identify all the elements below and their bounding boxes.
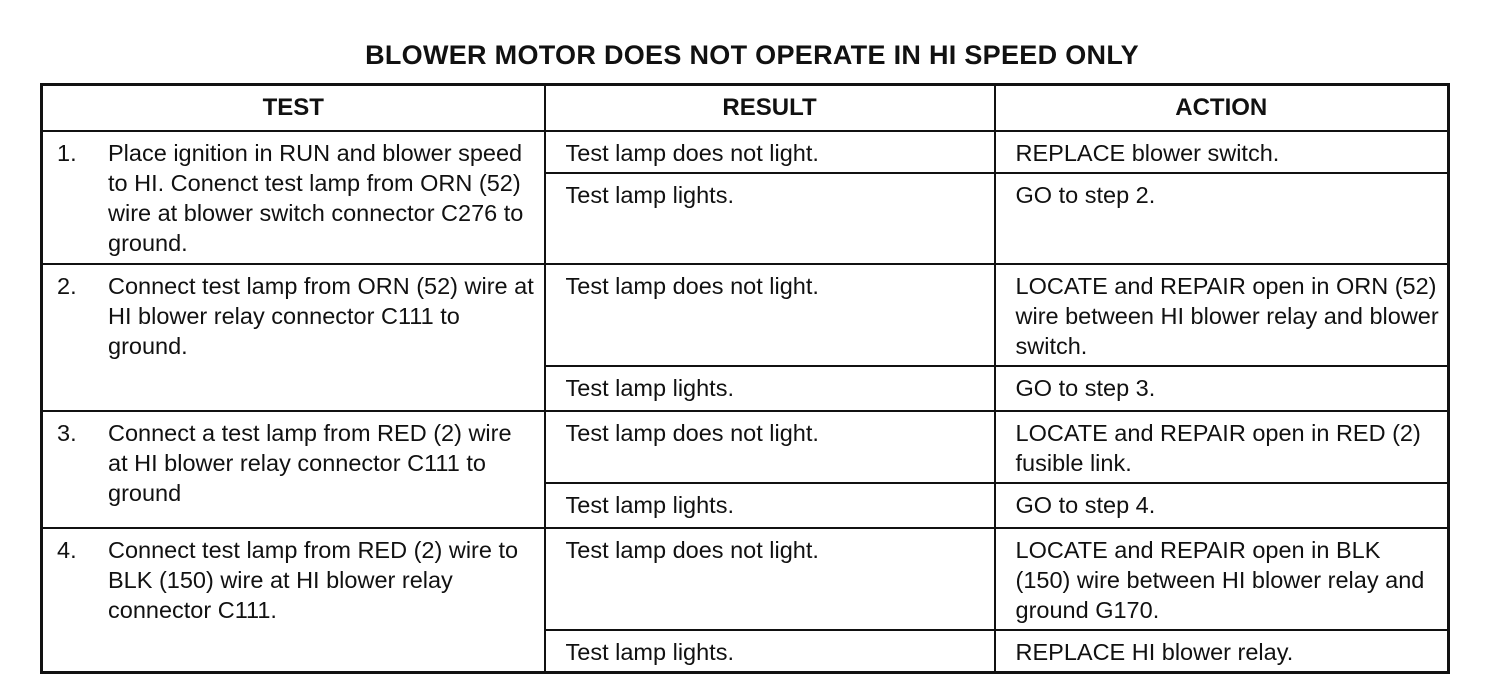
step-number: 1. — [57, 140, 77, 166]
page-title: BLOWER MOTOR DOES NOT OPERATE IN HI SPEED ONLY — [365, 40, 1139, 70]
test-description: Connect test lamp from ORN (52) wire at HI blower relay connector C111 to ground. — [108, 273, 534, 359]
result-cell: Test lamp does not light. — [545, 411, 995, 483]
test-description: Place ignition in RUN and blower speed to HI. Conenct test lamp from ORN (52) wire at blower switch connector C276 to ground. — [108, 140, 524, 256]
table-row — [42, 264, 1449, 366]
result-cell: Test lamp lights. — [545, 630, 995, 673]
action-cell: REPLACE HI blower relay. — [995, 630, 1449, 673]
header-row — [42, 85, 1449, 132]
table-row — [42, 411, 1449, 483]
result-cell: Test lamp does not light. — [545, 528, 995, 630]
action-cell: LOCATE and REPAIR open in RED (2) fusible link. — [995, 411, 1449, 483]
result-cell: Test lamp does not light. — [545, 264, 995, 366]
troubleshooting-table — [40, 83, 1450, 674]
table-row — [42, 131, 1449, 173]
test-description: Connect test lamp from RED (2) wire to BLK (150) wire at HI blower relay connector C111. — [108, 537, 519, 623]
table-row — [42, 528, 1449, 630]
test-cell — [42, 411, 545, 528]
step-number: 4. — [57, 537, 77, 563]
action-cell: GO to step 4. — [995, 483, 1449, 528]
action-cell: LOCATE and REPAIR open in ORN (52) wire between HI blower relay and blower switch. — [995, 264, 1449, 366]
result-cell: Test lamp lights. — [545, 173, 995, 264]
action-cell: GO to step 3. — [995, 366, 1449, 411]
result-cell: Test lamp does not light. — [545, 131, 995, 173]
step-number: 2. — [57, 273, 77, 299]
result-cell: Test lamp lights. — [545, 483, 995, 528]
test-cell — [42, 264, 545, 411]
test-description: Connect a test lamp from RED (2) wire at HI blower relay connector C111 to ground — [108, 420, 512, 506]
action-column-header: ACTION — [995, 85, 1449, 132]
test-cell — [42, 131, 545, 264]
test-column-header: TEST — [42, 85, 545, 132]
action-cell: LOCATE and REPAIR open in BLK (150) wire between HI blower relay and ground G170. — [995, 528, 1449, 630]
result-cell: Test lamp lights. — [545, 366, 995, 411]
result-column-header: RESULT — [545, 85, 995, 132]
action-cell: GO to step 2. — [995, 173, 1449, 264]
action-cell: REPLACE blower switch. — [995, 131, 1449, 173]
test-cell — [42, 528, 545, 673]
step-number: 3. — [57, 420, 77, 446]
